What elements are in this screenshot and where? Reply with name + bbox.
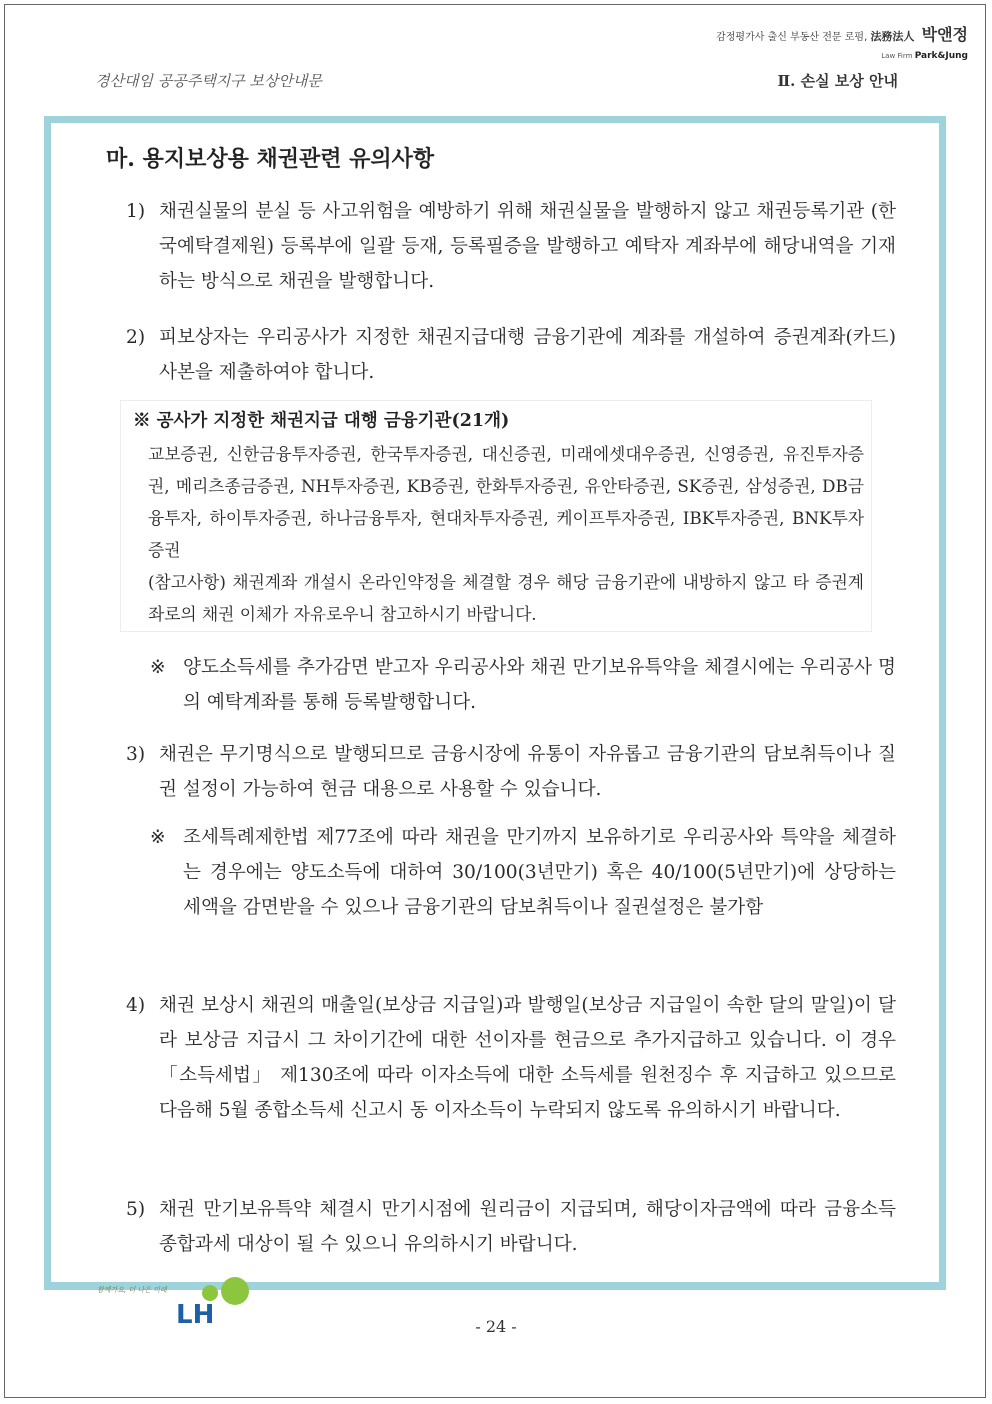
note-1 (150, 650, 896, 720)
institutions-note: (참고사항) 채권계좌 개설시 온라인약정을 체결할 경우 해당 금융기관에 내방하지 않고 타 증권계좌로의 채권 이체가 자유로우니 참고하시기 바랍니다. (148, 572, 864, 624)
firm-english-name: Park&Jung (914, 51, 968, 61)
reference-mark: ※ (150, 657, 166, 678)
reference-mark: ※ (150, 827, 166, 848)
item-text: 피보상자는 우리공사가 지정한 채권지급대행 금융기관에 계좌를 개설하여 증권계좌(카드)사본을 제출하여야 합니다. (159, 327, 896, 383)
item-number: 4) (126, 995, 146, 1016)
institutions-list: 교보증권, 신한금융투자증권, 한국투자증권, 대신증권, 미래에셋대우증권, 신영증권, 유진투자증권, 메리츠종금증권, NH투자증권, KB증권, 한화투자증권, 유안타증권, SK증권, 삼성증권, DB금융투자, 하이투자증권, 하나금융투자, 현대차투자증권, 케이프투자증권, IBK투자증권, BNK투자증권 (148, 444, 864, 560)
item-3 (126, 737, 896, 807)
law-firm-header (716, 22, 968, 61)
page-number: - 24 - (475, 1317, 517, 1336)
item-4 (126, 988, 896, 1128)
note-text: 양도소득세를 추가감면 받고자 우리공사와 채권 만기보유특약을 체결시에는 우리공사 명의 예탁계좌를 통해 등록발행합니다. (183, 657, 896, 713)
chapter-title: Ⅱ. 손실 보상 안내 (777, 72, 898, 90)
lh-slogan: 함께가요, 더 나은 미래 (97, 1286, 167, 1294)
item-number: 5) (126, 1199, 146, 1220)
firm-tagline: 감정평가사 출신 부동산 전문 로펌, (716, 32, 868, 43)
item-text: 채권실물의 분실 등 사고위험을 예방하기 위해 채권실물을 발행하지 않고 채권등록기관 (한국예탁결제원) 등록부에 일괄 등재, 등록필증을 발행하고 예탁자 계좌부에 해당내역을 기재하는 방식으로 채권을 발행합니다. (159, 201, 896, 292)
note-2 (150, 820, 896, 925)
item-number: 3) (126, 744, 146, 765)
item-5 (126, 1192, 896, 1262)
document-title: 경산대임 공공주택지구 보상안내문 (95, 72, 322, 90)
item-number: 1) (126, 201, 146, 222)
item-text: 채권 만기보유특약 체결시 만기시점에 원리금이 지급되며, 해당이자금액에 따라 금융소득 종합과세 대상이 될 수 있으니 유의하시기 바랍니다. (159, 1199, 896, 1255)
firm-english-prefix: Law Firm (881, 52, 913, 60)
institutions-box-title: ※ 공사가 지정한 채권지급 대행 금융기관(21개) (133, 411, 510, 431)
item-text: 채권은 무기명식으로 발행되므로 금융시장에 유통이 자유롭고 금융기관의 담보취득이나 질권 설정이 가능하여 현금 대용으로 사용할 수 있습니다. (159, 744, 896, 800)
firm-name-big: 박앤정 (921, 25, 968, 44)
item-2 (126, 320, 896, 390)
firm-name: 法務法人 (870, 30, 915, 43)
lh-logo-text: LH (176, 1300, 215, 1330)
item-text: 채권 보상시 채권의 매출일(보상금 지급일)과 발행일(보상금 지급일이 속한 달의 말일)이 달라 보상금 지급시 그 차이기간에 대한 선이자를 현금으로 추가지급하고 있습니다. 이 경우 「소득세법」 제130조에 따라 이자소득에 대한 소득세를 원천징수 후 지급하고 있으므로 다음해 5월 종합소득세 신고시 동 이자소득이 누락되지 않도록 유의하시기 바랍니다. (159, 995, 896, 1121)
section-title: 마. 용지보상용 채권관련 유의사항 (106, 146, 435, 172)
item-1 (126, 194, 896, 299)
item-number: 2) (126, 327, 146, 348)
note-text: 조세특례제한법 제77조에 따라 채권을 만기까지 보유하기로 우리공사와 특약을 체결하는 경우에는 양도소득에 대하여 30/100(3년만기) 혹은 40/100(5년만기)에 상당하는 세액을 감면받을 수 있으나 금융기관의 담보취득이나 질권설정은 불가함 (183, 827, 896, 918)
